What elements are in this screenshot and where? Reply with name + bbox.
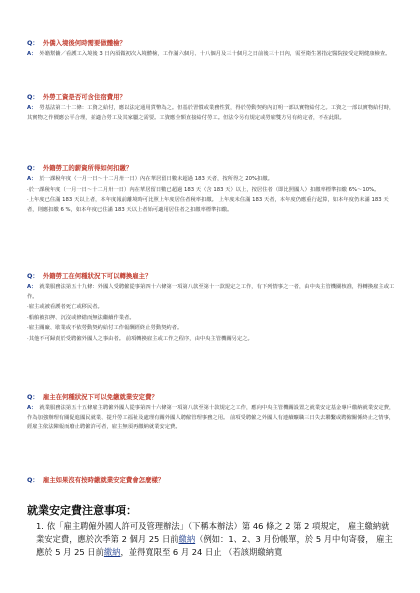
answer-paragraph: A： 勞基法第二十二條：工資之給付，應以法定通用貨幣為之。但基於習慣或業務性質，得於勞動契約內訂明一部以實物給付之。工資之一部以實物給付時，其實物之作價應公平合理，並適合勞工及其家屬之需要。工資應全額直接給付勞工。但法令另有規定或勞雇雙方另有約定者，不在此限。: [27, 105, 395, 121]
answer-paragraph: ‧雇主關廠、歇業或不依勞動契約給付工作報酬經終止勞動契約者。: [27, 325, 183, 332]
question-text: 外籍勞工的薪資所得如何扣繳？: [42, 164, 133, 172]
answer-paragraph: ‧其他不可歸責於受聘僱外國人之事由者。 前項轉換雇主或工作之程序，由中央主管機關另定之。: [27, 335, 253, 342]
question-heading: Q： 外籍勞工的薪資所得如何扣繳？: [27, 164, 133, 172]
answer-text: 其他不可歸責於受聘僱外國人之事由者。 前項轉換雇主或工作之程序，由中央主管機關另定之。: [28, 335, 253, 342]
answer-paragraph: A： 外籍幫傭／看護工入境後 3 日內須做初次入境體檢，工作滿六個月、十八個月及三十個月之日前後三十日內，需至衛生署指定醫院接受定期健康檢查。: [27, 51, 391, 57]
answer-text: 雇主或被看護者死亡或移民者。: [28, 304, 103, 311]
answer-paragraph: ‧雇主或被看護者死亡或移民者。: [27, 304, 103, 311]
question-heading: Q： 外僑入境後何時需要做體檢？: [27, 39, 126, 47]
section-title: 就業安定費注意事項：: [27, 504, 137, 517]
faq-item: [27, 476, 399, 487]
question-text: 外僑入境後何時需要做體檢？: [42, 39, 126, 47]
answer-paragraph: A： 就業服務法第五十九條：外國人受聘僱從事第四十六條第一項第八款至第十一款規定之工作，有下列情事之一者，由中央主管機關核准，得轉換雇主或工作。: [27, 284, 395, 300]
answer-paragraph: ‧於一課稅年度（一月一日～十二月卅一日）內在華居留日數已超過 183 天（含 183 天）以上，按居住者（即比照國人）扣繳率標準扣繳 6%～10%。: [27, 186, 380, 193]
pay-link[interactable]: 繳納: [178, 534, 196, 544]
question-text: 雇主如果沒有按時繳就業安定費會怎麼樣？: [42, 476, 165, 484]
answer-text: 勞基法第二十二條：工資之給付，應以法定通用貨幣為之。但基於習慣或業務性質，得於勞動契約內訂明一部以實物給付之。工資之一部以實物給付時，其實物之作價應公平合理，並適合勞工及其家屬之需要。工資應全額直接給付勞工。但法令另有規定或勞雇雙方另有約定者，不在此限。: [27, 105, 395, 121]
list-text: 依「雇主聘僱外國人許可及管理辦法」（下稱本辦法）第 46 條之 2 第 2 項規定， 雇主繳納就業安定費，應於次季第 2 個月 25 日前: [36, 521, 390, 544]
faq-item: [27, 39, 399, 61]
answer-text: 就業服務法第五十九條：外國人受聘僱從事第四十六條第一項第八款至第十一款規定之工作，有下列情事之一者，由中央主管機關核准，得轉換雇主或工作。: [27, 284, 395, 300]
answer-paragraph: A： 於一課稅年度（一月一日～十二月卅一日）內在華居留日數未超過 183 天者，按所得之 20%扣繳。: [27, 176, 273, 182]
question-text: 外籍勞工在何種狀況下可以轉換雇主？: [42, 272, 152, 280]
question-text: 外勞工資是否可含住宿費用？: [42, 93, 126, 101]
list-number: 1.: [36, 521, 44, 531]
faq-item: [27, 272, 399, 346]
faq-item: [27, 393, 399, 434]
faq-item: [27, 93, 399, 124]
answer-paragraph: A： 就業服務法第五十五條雇主聘僱外國人從事第四十六條第一項第八款至第十款規定之工作，應向中央主管機關設置之就業安定基金專戶繳納就業安定費，作為加強辦理有關促進國民就業、提升勞工福祉及處理有關外國人聘僱管理事務之用。 前項受聘僱之外國人有連續曠職三日失去聯繫或聘僱關係終止之情事，經雇主依法陳報而廢止聘僱許可者，雇主無須再繳納就業安定費。: [27, 405, 395, 431]
list-text: （例如：1、2、3 月份帳單，於 5 月中旬寄發， 雇主應於 5 月 25 日前: [36, 534, 393, 557]
answer-text: 外籍幫傭／看護工入境後 3 日內須做初次入境體檢，工作滿六個月、十八個月及三十個月之日前後三十日內，需至衛生署指定醫院接受定期健康檢查。: [39, 51, 391, 57]
question-heading: Q： 外籍勞工在何種狀況下可以轉換雇主？: [27, 272, 152, 280]
answer-text: 就業服務法第五十五條雇主聘僱外國人從事第四十六條第一項第八款至第十款規定之工作，應向中央主管機關設置之就業安定基金專戶繳納就業安定費，作為加強辦理有關促進國民就業、提升勞工福祉及處理有關外國人聘僱管理事務之用。 前項受聘僱之外國人有連續曠職三日失去聯繫或聘僱關係終止之情事，經雇主依法陳報而廢止聘僱許可者，雇主無須再繳納就業安定費。: [27, 405, 395, 431]
answer-text: 於一課稅年度（一月一日～十二月卅一日）內在華居留日數未超過 183 天者，按所得之 20%扣繳。: [39, 176, 273, 182]
answer-text: 雇主關廠、歇業或不依勞動契約給付工作報酬經終止勞動契約者。: [28, 325, 183, 332]
answer-text: 於一課稅年度（一月一日～十二月卅一日）內在華居留日數已超過 183 天（含 183 天）以上，按居住者（即比照國人）扣繳率標準扣繳 6%～10%。: [28, 186, 380, 193]
list-text: ，並得寬限至 6 月 24 日止 （若該期繳納寬: [120, 547, 283, 557]
question-text: 雇主在何種狀況下可以免繳就業安定費？: [42, 393, 158, 401]
list-item: [36, 520, 396, 559]
notice-list: [36, 520, 396, 559]
answer-paragraph: ‧上年度已住滿 183 天以上者，本年度報前離境時可比照上年度居住者稅率扣繳。 上年度未住滿 183 天者，本年度仍應重行起算，如本年度仍未滿 183 天者，則應扣繳 6 %，如本年度已住滿 183 天以上者始可適用居住者之扣繳率標準扣繳。: [27, 197, 389, 213]
question-heading: Q： 雇主在何種狀況下可以免繳就業安定費？: [27, 393, 158, 401]
question-heading: Q： 雇主如果沒有按時繳就業安定費會怎麼樣？: [27, 476, 165, 484]
answer-paragraph: ‧船舶被扣押、沉沒或修繕而無法繼續作業者。: [27, 314, 135, 321]
question-heading: Q： 外勞工資是否可含住宿費用？: [27, 93, 126, 101]
pay-link[interactable]: 繳納: [103, 547, 121, 557]
answer-text: 船舶被扣押、沉沒或修繕而無法繼續作業者。: [28, 314, 135, 321]
answer-text: 上年度已住滿 183 天以上者，本年度報前離境時可比照上年度居住者稅率扣繳。 上年度未住滿 183 天者，本年度仍應重行起算，如本年度仍未滿 183 天者，則應扣繳 6 %，如本年度已住滿 183 天以上者始可適用居住者之扣繳率標準扣繳。: [27, 197, 389, 213]
faq-item: [27, 164, 399, 216]
